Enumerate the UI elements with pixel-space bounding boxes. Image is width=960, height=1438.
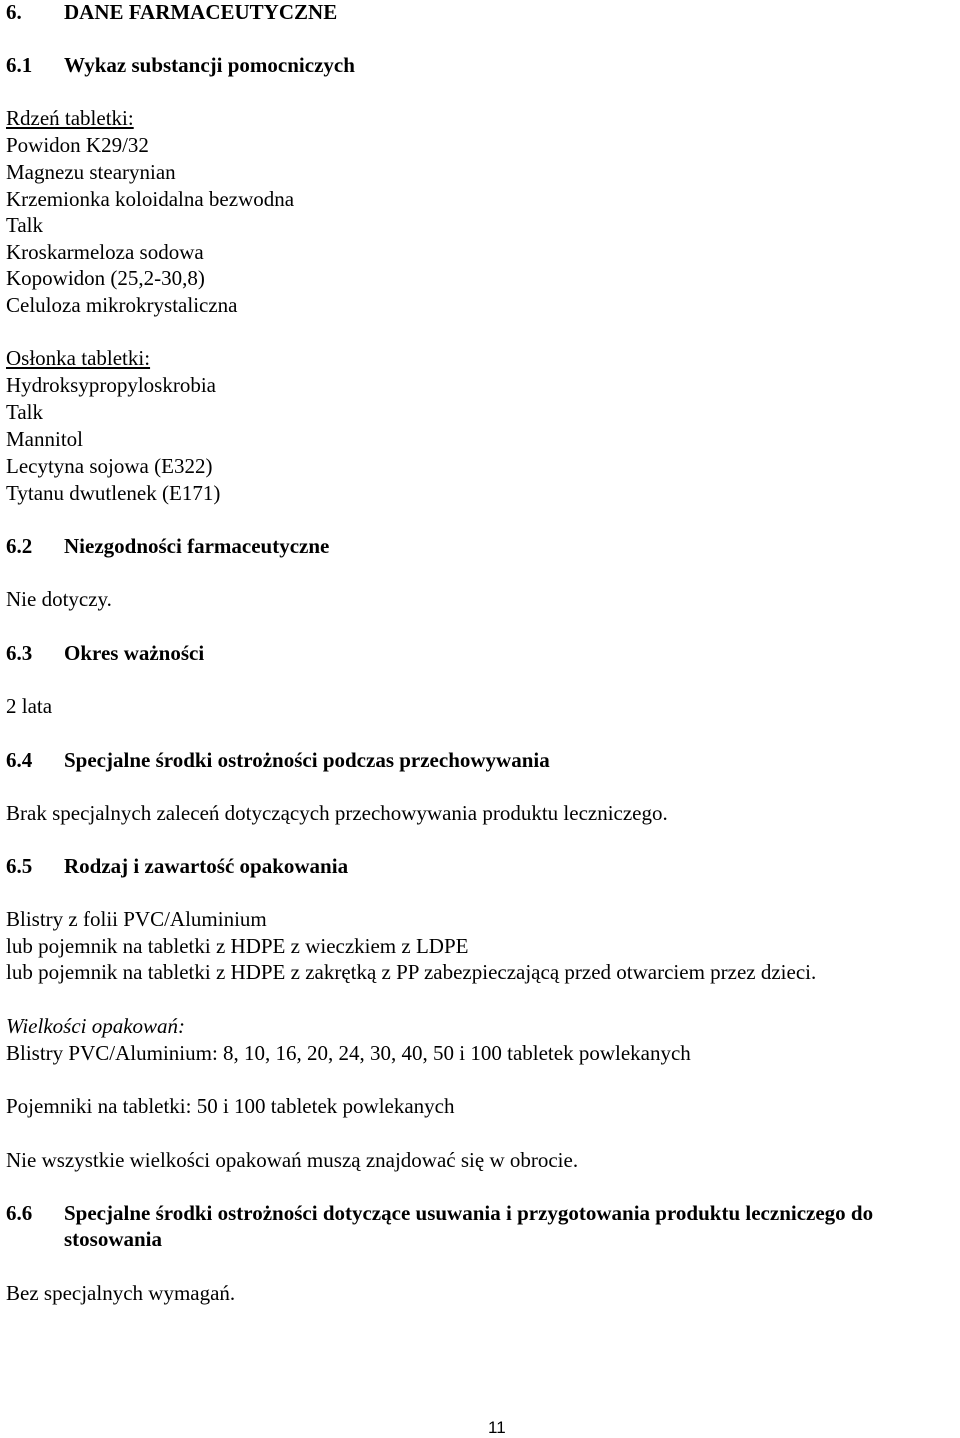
pack-sizes-label: Wielkości opakowań: — [6, 1014, 186, 1038]
section-number: 6.2 — [6, 534, 33, 558]
core-item: Talk — [6, 213, 44, 237]
section-number: 6.6 — [6, 1201, 33, 1225]
section-title: Okres ważności — [64, 641, 205, 665]
section-title: Rodzaj i zawartość opakowania — [64, 854, 349, 878]
coating-label: Osłonka tabletki: — [6, 346, 151, 370]
section-6-6-text: Bez specjalnych wymagań. — [6, 1281, 236, 1305]
section-6-4-text: Brak specjalnych zaleceń dotyczących przechowywania produktu leczniczego. — [6, 801, 668, 825]
section-number: 6.5 — [6, 854, 33, 878]
availability-note: Nie wszystkie wielkości opakowań muszą znajdować się w obrocie. — [6, 1148, 579, 1172]
packaging-line: lub pojemnik na tabletki z HDPE z zakrętką z PP zabezpieczającą przed otwarciem przez dzieci. — [6, 960, 817, 984]
coating-item: Talk — [6, 400, 44, 424]
section-title: DANE FARMACEUTYCZNE — [64, 0, 338, 24]
section-6-2-heading — [6, 536, 329, 557]
section-6-1-heading — [6, 55, 355, 76]
section-title: Wykaz substancji pomocniczych — [64, 53, 355, 77]
container-sizes-text: Pojemniki na tabletki: 50 i 100 tabletek powlekanych — [6, 1094, 455, 1118]
core-item: Celuloza mikrokrystaliczna — [6, 293, 238, 317]
core-label: Rdzeń tabletki: — [6, 106, 134, 130]
section-6-3-heading — [6, 643, 204, 664]
core-item: Magnezu stearynian — [6, 160, 176, 184]
page-number: 11 — [488, 1418, 506, 1437]
section-title: Niezgodności farmaceutyczne — [64, 534, 330, 558]
core-item: Krzemionka koloidalna bezwodna — [6, 187, 295, 211]
section-6-6-title-continued: stosowania — [64, 1227, 163, 1251]
section-number: 6.3 — [6, 641, 33, 665]
section-title: Specjalne środki ostrożności dotyczące usuwania i przygotowania produktu leczniczego do — [64, 1201, 874, 1225]
core-item: Kopowidon (25,2-30,8) — [6, 266, 205, 290]
section-number: 6. — [6, 0, 22, 24]
core-item: Powidon K29/32 — [6, 133, 149, 157]
packaging-line: lub pojemnik na tabletki z HDPE z wieczkiem z LDPE — [6, 934, 469, 958]
packaging-line: Blistry z folii PVC/Aluminium — [6, 907, 267, 931]
section-6-5-heading — [6, 856, 348, 877]
coating-item: Hydroksypropyloskrobia — [6, 373, 216, 397]
core-item: Kroskarmeloza sodowa — [6, 240, 204, 264]
section-number: 6.4 — [6, 748, 33, 772]
blister-sizes-text: Blistry PVC/Aluminium: 8, 10, 16, 20, 24, 30, 40, 50 i 100 tabletek powlekanych — [6, 1041, 691, 1065]
section-title: Specjalne środki ostrożności podczas przechowywania — [64, 748, 550, 772]
section-6-3-text: 2 lata — [6, 694, 53, 718]
section-6-heading — [6, 2, 337, 23]
section-6-4-heading — [6, 750, 550, 771]
coating-item: Mannitol — [6, 427, 83, 451]
coating-item: Tytanu dwutlenek (E171) — [6, 481, 221, 505]
section-6-2-text: Nie dotyczy. — [6, 587, 112, 611]
section-number: 6.1 — [6, 53, 33, 77]
section-6-6-heading — [6, 1203, 873, 1224]
coating-item: Lecytyna sojowa (E322) — [6, 454, 213, 478]
